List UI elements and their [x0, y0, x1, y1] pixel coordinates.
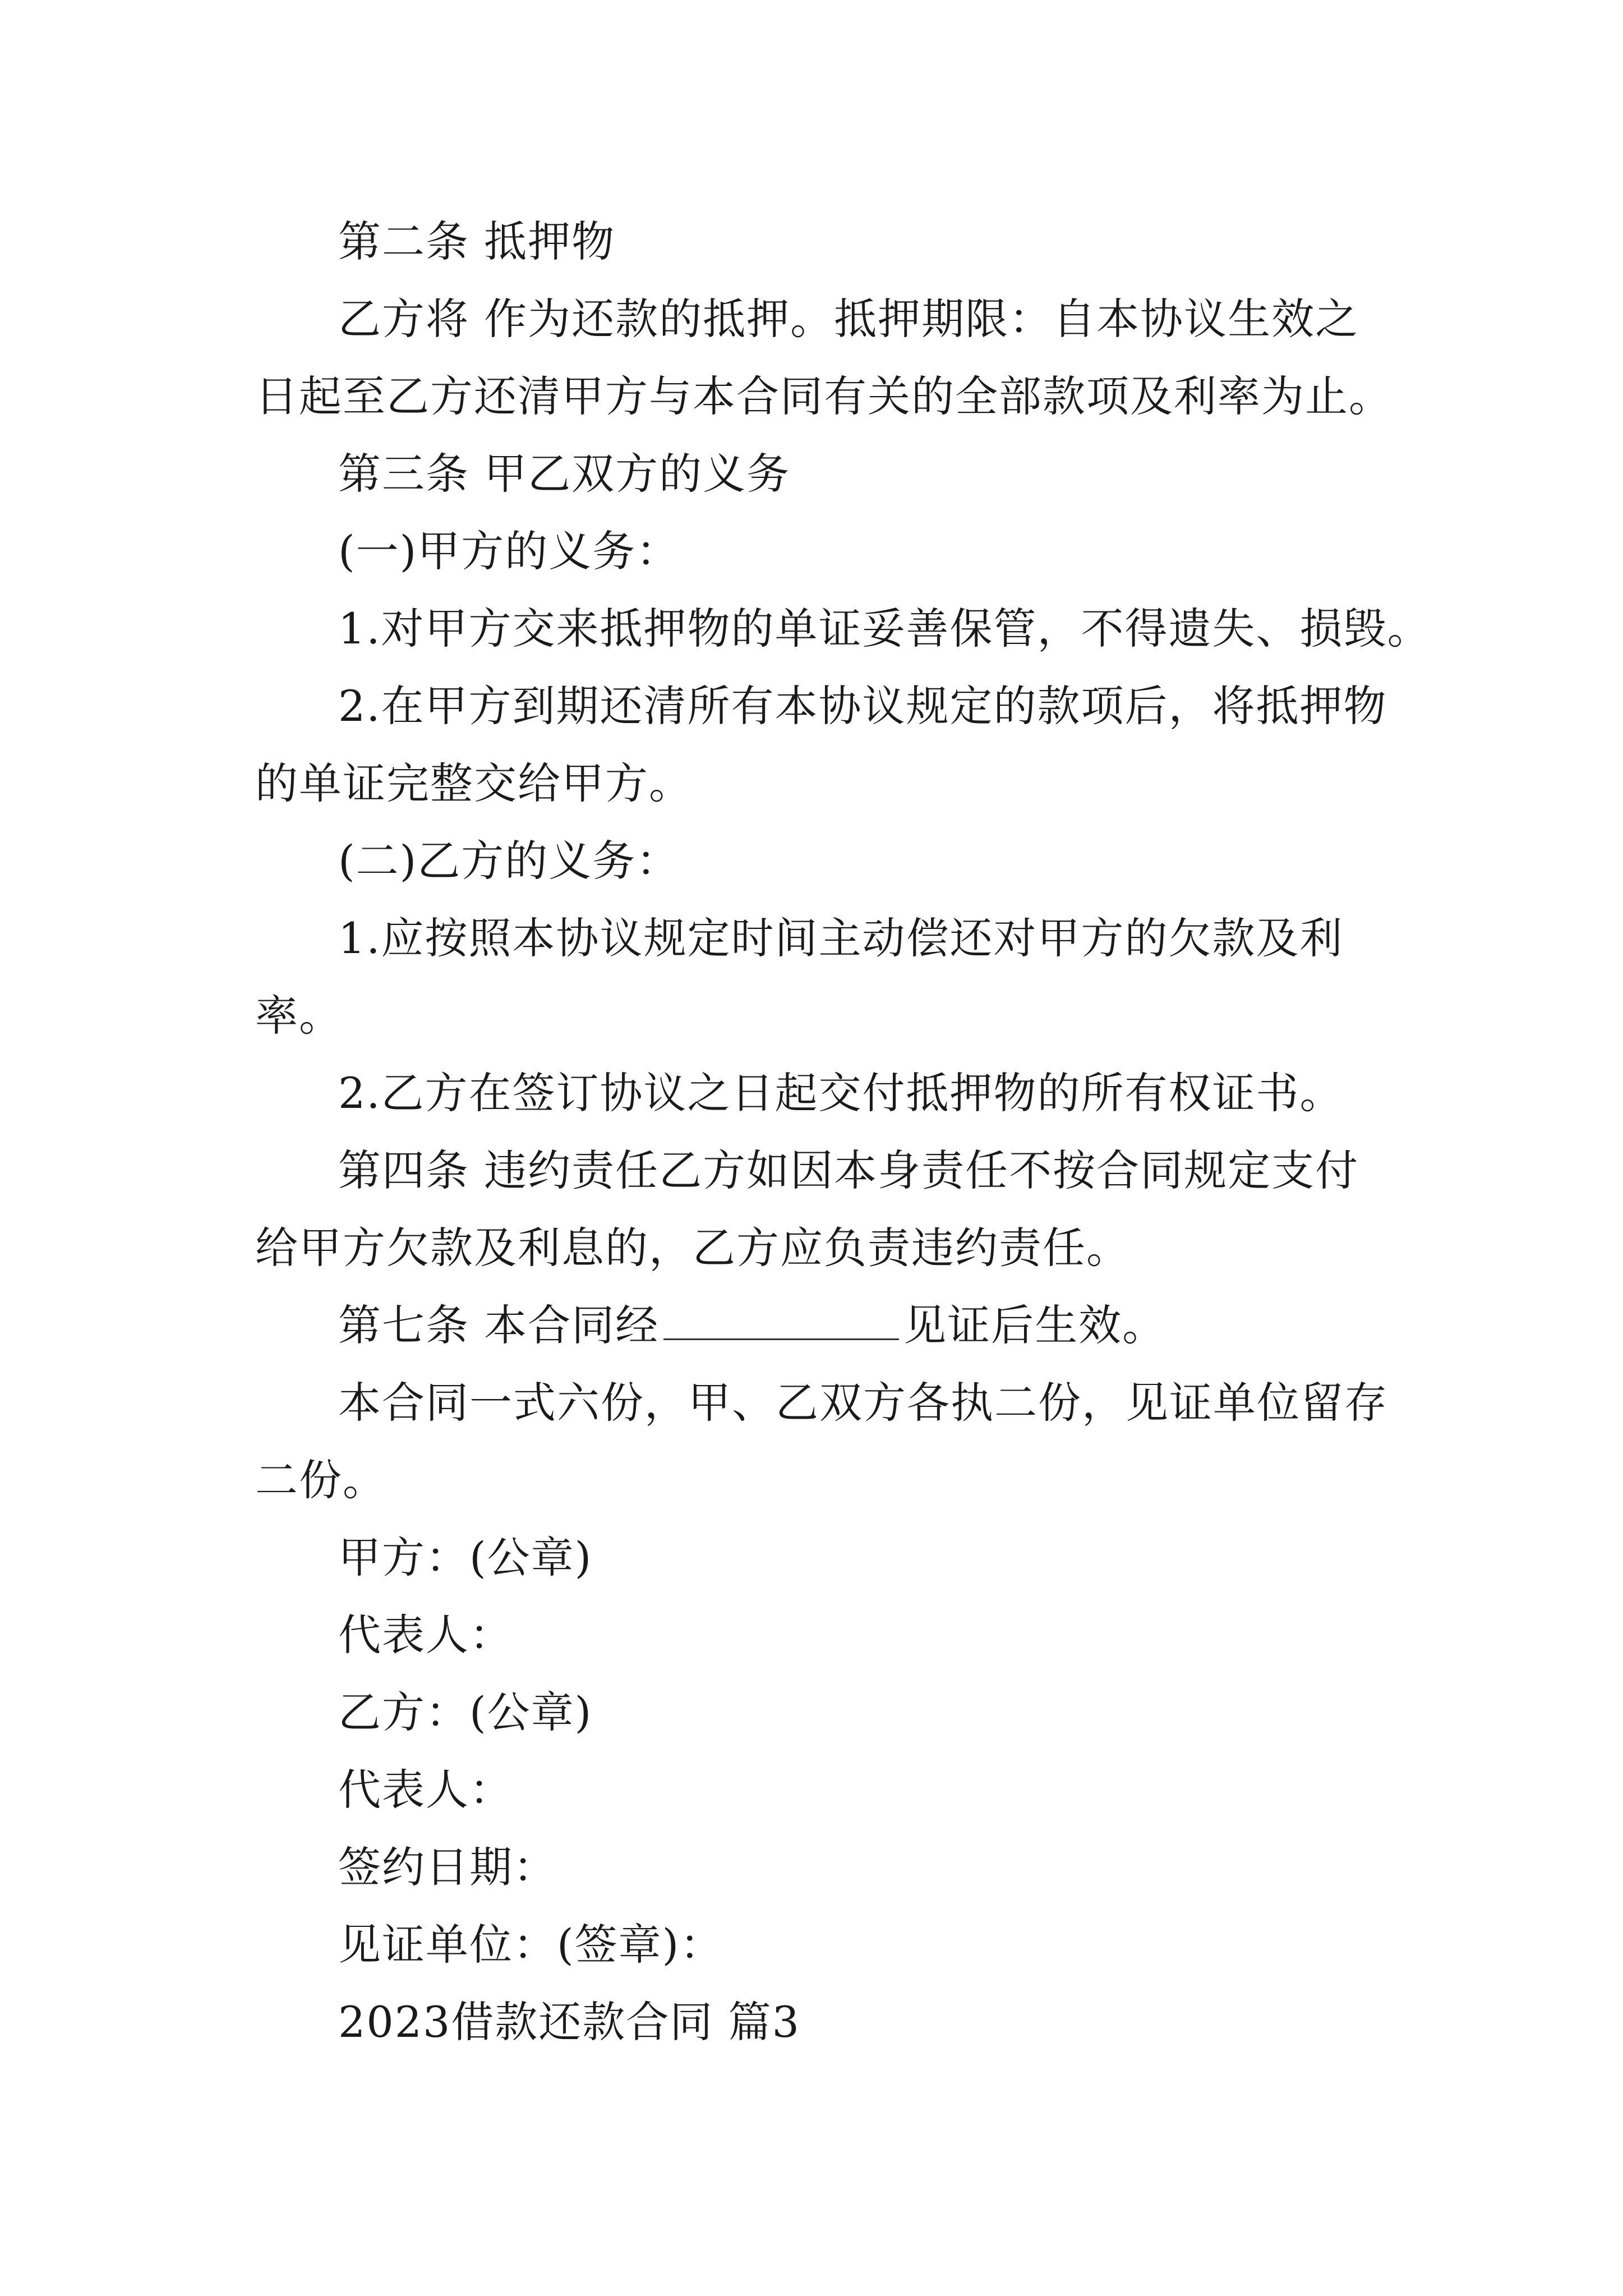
paragraph-line: 的单证完整交给甲方。 [255, 758, 693, 808]
party-b-seal: 乙方：(公章) [338, 1687, 593, 1737]
paragraph-line: 本合同一式六份，甲、乙双方各执二份，见证单位留存 [338, 1378, 1388, 1428]
party-b-representative: 代表人： [338, 1765, 513, 1815]
paragraph-line: 日起至乙方还清甲方与本合同有关的全部款项及利率为止。 [255, 371, 1393, 421]
article-4-paragraph: 第四条 违约责任乙方如因本身责任不按合同规定支付 [338, 1145, 1359, 1195]
fill-in-blank [663, 1306, 899, 1340]
list-item: 2.在甲方到期还清所有本协议规定的款项后，将抵押物 [338, 681, 1387, 731]
list-item: 1.对甲方交来抵押物的单证妥善保管，不得遗失、损毁。 [338, 604, 1431, 654]
document-body [255, 203, 1431, 2061]
article-7-line [255, 1287, 1399, 1364]
party-a-seal: 甲方：(公章) [338, 1533, 593, 1582]
party-a-representative: 代表人： [338, 1610, 513, 1660]
paragraph-line: 乙方将 作为还款的抵押。抵押期限：自本协议生效之 [338, 294, 1359, 344]
article-7-suffix: 见证后生效。 [903, 1300, 1166, 1350]
witness-unit: 见证单位：(签章)： [338, 1920, 724, 1970]
list-item: 1.应按照本协议规定时间主动偿还对甲方的欠款及利 [338, 913, 1344, 963]
section-title: 2023借款还款合同 篇3 [338, 1997, 800, 2047]
paragraph-line: 率。 [255, 991, 343, 1041]
article-2-heading: 第二条 抵押物 [338, 217, 616, 266]
subsection-heading: (一)甲方的义务： [338, 526, 680, 576]
list-item: 2.乙方在签订协议之日起交付抵押物的所有权证书。 [338, 1068, 1344, 1118]
article-7-prefix: 第七条 本合同经 [338, 1300, 660, 1350]
paragraph-line: 二份。 [255, 1455, 386, 1505]
article-3-heading: 第三条 甲乙双方的义务 [338, 449, 791, 499]
subsection-heading: (二)乙方的义务： [338, 836, 680, 886]
paragraph-line: 给甲方欠款及利息的，乙方应负责违约责任。 [255, 1223, 1130, 1273]
signing-date: 签约日期： [338, 1842, 557, 1892]
